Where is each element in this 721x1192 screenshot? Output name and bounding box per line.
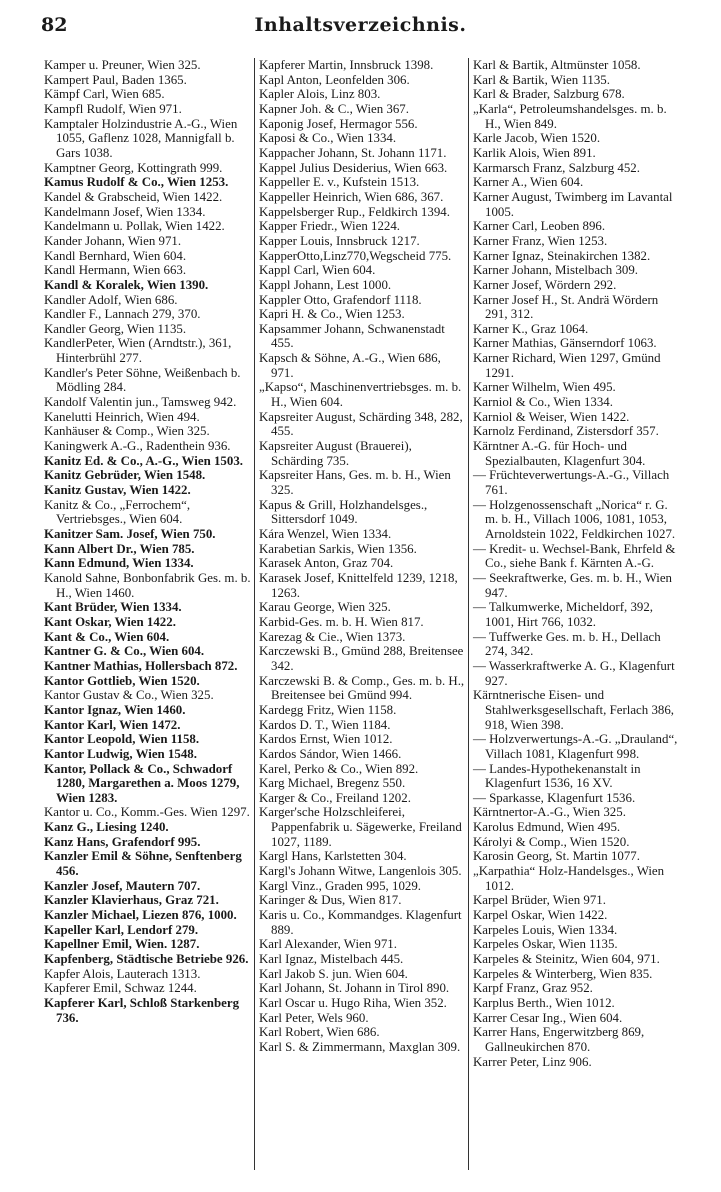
index-entry: Kanzler Michael, Liezen 876, 1000. — [44, 908, 237, 923]
index-entry: Karner Carl, Leoben 896. — [473, 219, 606, 234]
index-entry: Karl Jakob S. jun. Wien 604. — [259, 966, 408, 981]
index-entry: Kapus & Grill, Holzhandelsges., Sittersdorf 1049. — [259, 497, 428, 527]
index-entry: Kandl Bernhard, Wien 604. — [44, 248, 187, 263]
index-entry: Kanz G., Liesing 1240. — [44, 820, 169, 835]
index-entry: Karezag & Cie., Wien 1373. — [259, 629, 406, 644]
index-entry: Karpeles Oskar, Wien 1135. — [473, 937, 618, 952]
index-entry: Kappl Johann, Lest 1000. — [259, 277, 392, 292]
index-entry: Karniol & Weiser, Wien 1422. — [473, 409, 630, 424]
index-entry: Karinger & Dus, Wien 817. — [259, 893, 402, 908]
index-entry: Karner K., Graz 1064. — [473, 321, 589, 336]
index-entry: Karnolz Ferdinand, Zistersdorf 357. — [473, 424, 659, 439]
index-entry: Kapner Joh. & C., Wien 367. — [259, 101, 409, 116]
index-entry: Kärntner A.-G. für Hoch- und Spezialbauten, Klagenfurt 304. — [473, 439, 646, 468]
index-entry: Kapsreiter August (Brauerei), Schärding 735. — [259, 439, 412, 468]
index-entry: Kandel & Grabscheid, Wien 1422. — [44, 189, 223, 204]
index-entry: Karner Mathias, Gänserndorf 1063. — [473, 336, 657, 351]
index-entry: Karpf Franz, Graz 952. — [473, 981, 593, 996]
index-entry: Karl Alexander, Wien 971. — [259, 937, 397, 952]
index-entry: Kanitz & Co., „Ferrochem“, Vertriebsges., Wien 604. — [44, 497, 191, 527]
index-entry: Kanitz Gebrüder, Wien 1548. — [44, 468, 206, 483]
index-entry: Kapl Anton, Leonfelden 306. — [259, 72, 410, 87]
index-entry: Kant & Co., Wien 604. — [44, 629, 170, 644]
index-entry: Kandl Hermann, Wien 663. — [44, 263, 187, 278]
index-entry: KapperOtto,Linz770,Wegscheid 775. — [259, 248, 452, 263]
index-entry: Kanhäuser & Comp., Wien 325. — [44, 424, 210, 439]
index-entry: Karplus Berth., Wien 1012. — [473, 996, 615, 1010]
index-entry: Kandl & Koralek, Wien 1390. — [44, 277, 209, 292]
index-entry: Kandelmann Josef, Wien 1334. — [44, 204, 206, 219]
index-entry: Károlyi & Comp., Wien 1520. — [473, 834, 630, 849]
index-entry: Karbid-Ges. m. b. H. Wien 817. — [259, 614, 424, 629]
index-entry: Karrer Hans, Engerwitzberg 869, Gallneukirchen 870. — [473, 1025, 645, 1054]
index-entry: Karpel Oskar, Wien 1422. — [473, 908, 608, 923]
index-entry: Karniol & Co., Wien 1334. — [473, 395, 613, 410]
index-entry: Karl & Bartik, Altmünster 1058. — [473, 58, 641, 72]
index-entry: Kanold Sahne, Bonbonfabrik Ges. m. b. H., Wien 1460. — [44, 570, 251, 600]
index-entry: Kanelutti Heinrich, Wien 494. — [44, 409, 200, 424]
index-entry: Kapfer Alois, Lauterach 1313. — [44, 966, 201, 981]
index-entry: Kant Brüder, Wien 1334. — [44, 600, 182, 615]
index-entry: Kantor Gottlieb, Wien 1520. — [44, 673, 200, 688]
index-entry: Karner Johann, Mistelbach 309. — [473, 263, 639, 278]
index-entry: Kandler Georg, Wien 1135. — [44, 321, 187, 336]
index-entry: Karl Peter, Wels 960. — [259, 1010, 369, 1025]
index-entry: Karner August, Twimberg im Lavantal 1005. — [473, 189, 673, 219]
index-entry: Karpel Brüder, Wien 971. — [473, 893, 606, 908]
index-entry: Kapferer Martin, Innsbruck 1398. — [259, 58, 434, 72]
index-entry: Kärntnerische Eisen- und Stahlwerksgesellschaft, Ferlach 386, 918, Wien 398. — [473, 688, 675, 732]
index-entry: Kamptaler Holzindustrie A.-G., Wien 1055, Gaflenz 1028, Mannigfall b. Gars 1038. — [44, 116, 238, 160]
index-entry: „Karla“, Petroleumshandelsges. m. b. H., Wien 849. — [473, 101, 667, 131]
index-entry: Kargl's Johann Witwe, Langenlois 305. — [259, 864, 462, 879]
index-entry: Karner Franz, Wien 1253. — [473, 233, 608, 248]
index-entry: Karl Oscar u. Hugo Riha, Wien 352. — [259, 996, 447, 1010]
index-entry: Kardos D. T., Wien 1184. — [259, 717, 391, 732]
index-entry: Karl Johann, St. Johann in Tirol 890. — [259, 981, 450, 996]
index-entry: — Landes-Hypothekenanstalt in Klagenfurt 1536, 16 XV. — [473, 761, 641, 791]
index-entry: Kappeller E. v., Kufstein 1513. — [259, 175, 420, 190]
index-entry: Karl Robert, Wien 686. — [259, 1025, 380, 1040]
index-entry: Kapfenberg, Städtische Betriebe 926. — [44, 952, 249, 967]
index-entry: Karle Jacob, Wien 1520. — [473, 131, 601, 146]
index-entry: Kargl Vinz., Graden 995, 1029. — [259, 878, 422, 893]
index-entry: Kappl Carl, Wien 604. — [259, 263, 376, 278]
index-entry: Kanzler Josef, Mautern 707. — [44, 878, 201, 893]
index-entry: Kamper u. Preuner, Wien 325. — [44, 58, 201, 72]
index-entry: Kanitzer Sam. Josef, Wien 750. — [44, 527, 216, 541]
index-entry: Kappel Julius Desiderius, Wien 663. — [259, 160, 448, 175]
index-entry: Karrer Cesar Ing., Wien 604. — [473, 1010, 623, 1025]
index-entry: Kappacher Johann, St. Johann 1171. — [259, 145, 447, 160]
index-entry: Karl & Brader, Salzburg 678. — [473, 87, 625, 102]
index-entry: Kapsch & Söhne, A.-G., Wien 686, 971. — [259, 351, 441, 380]
index-entry: Kardos Sándor, Wien 1466. — [259, 746, 402, 761]
index-entry: Kaningwerk A.-G., Radenthein 936. — [44, 439, 231, 454]
index-column-left — [40, 58, 254, 1170]
page-title: Inhaltsverzeichnis. — [254, 14, 467, 36]
index-entry: Kapferer Emil, Schwaz 1244. — [44, 981, 197, 996]
index-entry: — Tuffwerke Ges. m. b. H., Dellach 274, 342. — [473, 629, 661, 659]
page-header — [0, 0, 721, 60]
index-entry: Kaponig Josef, Hermagor 556. — [259, 116, 418, 131]
index-entry: Kanitz Ed. & Co., A.-G., Wien 1503. — [44, 453, 243, 468]
index-entry: Kandelmann u. Pollak, Wien 1422. — [44, 219, 225, 234]
index-entry: Karner Ignaz, Steinakirchen 1382. — [473, 248, 651, 263]
index-entry: Karosin Georg, St. Martin 1077. — [473, 849, 640, 864]
index-entry: Karpeles & Winterberg, Wien 835. — [473, 966, 653, 981]
index-entry: — Talkumwerke, Micheldorf, 392, 1001, Hirt 766, 1032. — [473, 600, 654, 629]
index-entry: Karger'sche Holzschleiferei, Pappenfabrik u. Sägewerke, Freiland 1027, 1189. — [259, 805, 462, 849]
index-entry: Karner Josef H., St. Andrä Wördern 291, 312. — [473, 292, 659, 322]
index-entry: Kander Johann, Wien 971. — [44, 233, 182, 248]
index-entry: Kantor Gustav & Co., Wien 325. — [44, 688, 214, 703]
index-entry: KandlerPeter, Wien (Arndtstr.), 361, Hinterbrühl 277. — [44, 336, 232, 366]
index-entry: Karner A., Wien 604. — [473, 175, 584, 190]
index-entry: Karner Richard, Wien 1297, Gmünd 1291. — [473, 351, 661, 380]
index-entry: Kapper Louis, Innsbruck 1217. — [259, 233, 420, 248]
index-entry: Karczewski B., Gmünd 288, Breitensee 342. — [259, 644, 464, 673]
index-entry: Karl & Bartik, Wien 1135. — [473, 72, 610, 87]
index-entry: Kapper Friedr., Wien 1224. — [259, 219, 401, 234]
index-entry: Karpeles & Steinitz, Wien 604, 971. — [473, 952, 660, 967]
index-entry: — Seekraftwerke, Ges. m. b. H., Wien 947. — [473, 570, 672, 600]
index-entry: Karner Josef, Wördern 292. — [473, 277, 617, 292]
index-entry: Kärntnertor-A.-G., Wien 325. — [473, 805, 626, 820]
index-entry: Kantner Mathias, Hollersbach 872. — [44, 658, 238, 673]
index-entry: „Kapso“, Maschinenvertriebsges. m. b. H., Wien 604. — [259, 380, 462, 410]
index-entry: — Holzverwertungs-A.-G. „Drauland“, Villach 1081, Klagenfurt 998. — [473, 732, 678, 761]
index-entry: Kappelsberger Rup., Feldkirch 1394. — [259, 204, 450, 219]
index-entry: — Wasserkraftwerke A. G., Klagenfurt 927. — [473, 658, 675, 688]
index-entry: Kandler F., Lannach 279, 370. — [44, 307, 201, 322]
index-entry: Karl Ignaz, Mistelbach 445. — [259, 952, 404, 967]
index-entry: — Holzgenossenschaft „Norica“ r. G. m. b. H., Villach 1006, 1081, 1053, Arnoldstein 1022, Feldkirchen 1027. — [473, 497, 676, 541]
index-entry: Kantor u. Co., Komm.-Ges. Wien 1297. — [44, 805, 250, 820]
index-entry: Kardos Ernst, Wien 1012. — [259, 732, 393, 747]
index-entry: Kampert Paul, Baden 1365. — [44, 72, 187, 87]
index-entry: Kapler Alois, Linz 803. — [259, 87, 381, 102]
index-entry: Kampfl Rudolf, Wien 971. — [44, 101, 182, 116]
index-entry: Karczewski B. & Comp., Ges. m. b. H., Breitensee bei Gmünd 994. — [259, 673, 465, 703]
index-entry: Kappeller Heinrich, Wien 686, 367. — [259, 189, 444, 204]
index-entry: Kapsreiter Hans, Ges. m. b. H., Wien 325. — [259, 468, 451, 498]
index-entry: Karner Wilhelm, Wien 495. — [473, 380, 616, 395]
index-entry: Kanzler Emil & Söhne, Senftenberg 456. — [44, 849, 242, 879]
index-entry: Kantor Ignaz, Wien 1460. — [44, 702, 186, 717]
index-entry: Kargl Hans, Karlstetten 304. — [259, 849, 407, 864]
index-entry: Kapsreiter August, Schärding 348, 282, 455. — [259, 409, 463, 439]
index-entry: — Sparkasse, Klagenfurt 1536. — [473, 790, 636, 805]
index-entry: Karger & Co., Freiland 1202. — [259, 790, 411, 805]
index-entry: Kantor, Pollack & Co., Schwadorf 1280, Margarethen a. Moos 1279, Wien 1283. — [44, 761, 240, 805]
index-column-right — [468, 58, 682, 1170]
index-entry: Karau George, Wien 325. — [259, 600, 391, 615]
index-entry: Karasek Josef, Knittelfeld 1239, 1218, 1263. — [259, 570, 458, 600]
index-entry: Karpeles Louis, Wien 1334. — [473, 922, 618, 937]
index-entry: Kára Wenzel, Wien 1334. — [259, 527, 392, 541]
index-column-middle — [254, 58, 468, 1170]
index-entry: — Früchteverwertungs-A.-G., Villach 761. — [473, 468, 670, 498]
index-entry: Kamus Rudolf & Co., Wien 1253. — [44, 175, 229, 190]
index-entry: Kann Albert Dr., Wien 785. — [44, 541, 195, 556]
index-entry: Kappler Otto, Grafendorf 1118. — [259, 292, 422, 307]
index-entry: Kardegg Fritz, Wien 1158. — [259, 702, 397, 717]
index-entry: Kandler Adolf, Wien 686. — [44, 292, 178, 307]
index-entry: — Kredit- u. Wechsel-Bank, Ehrfeld & Co., siehe Bank f. Kärnten A.-G. — [473, 541, 676, 571]
index-entry: Karasek Anton, Graz 704. — [259, 556, 394, 571]
index-entry: Kapeller Karl, Lendorf 279. — [44, 922, 199, 937]
index-entry: Kantor Leopold, Wien 1158. — [44, 732, 200, 747]
index-entry: Kandler's Peter Söhne, Weißenbach b. Mödling 284. — [44, 365, 241, 395]
index-entry: Karrer Peter, Linz 906. — [473, 1054, 592, 1069]
index-columns — [40, 58, 684, 1170]
index-entry: Karabetian Sarkis, Wien 1356. — [259, 541, 417, 556]
index-entry: Kann Edmund, Wien 1334. — [44, 556, 194, 571]
index-entry: Kant Oskar, Wien 1422. — [44, 614, 176, 629]
index-entry: Kandolf Valentin jun., Tamsweg 942. — [44, 395, 237, 410]
index-entry: Karolus Edmund, Wien 495. — [473, 820, 621, 835]
index-entry: Karl S. & Zimmermann, Maxglan 309. — [259, 1039, 461, 1054]
page-number: 82 — [41, 14, 68, 36]
index-entry: Kapellner Emil, Wien. 1287. — [44, 937, 200, 952]
index-entry: Kapri H. & Co., Wien 1253. — [259, 307, 405, 322]
index-entry: Karmarsch Franz, Salzburg 452. — [473, 160, 640, 175]
index-entry: Kamptner Georg, Kottingrath 999. — [44, 160, 223, 175]
index-entry: Karlik Alois, Wien 891. — [473, 145, 596, 160]
index-entry: Kapsammer Johann, Schwanenstadt 455. — [259, 321, 445, 351]
index-entry: Kapferer Karl, Schloß Starkenberg 736. — [44, 996, 240, 1025]
index-entry: Kanitz Gustav, Wien 1422. — [44, 483, 191, 498]
index-entry: Karel, Perko & Co., Wien 892. — [259, 761, 419, 776]
index-entry: Kanzler Klavierhaus, Graz 721. — [44, 893, 219, 908]
index-entry: Kantner G. & Co., Wien 604. — [44, 644, 205, 659]
index-entry: Karis u. Co., Kommandges. Klagenfurt 889. — [259, 908, 462, 937]
index-entry: Kämpf Carl, Wien 685. — [44, 87, 165, 102]
index-entry: Kantor Karl, Wien 1472. — [44, 717, 181, 732]
index-entry: Kantor Ludwig, Wien 1548. — [44, 746, 197, 761]
index-entry: „Karpathia“ Holz-Handelsges., Wien 1012. — [473, 864, 665, 893]
index-entry: Karg Michael, Bregenz 550. — [259, 776, 406, 791]
index-entry: Kanz Hans, Grafendorf 995. — [44, 834, 201, 849]
index-entry: Kaposi & Co., Wien 1334. — [259, 131, 397, 146]
